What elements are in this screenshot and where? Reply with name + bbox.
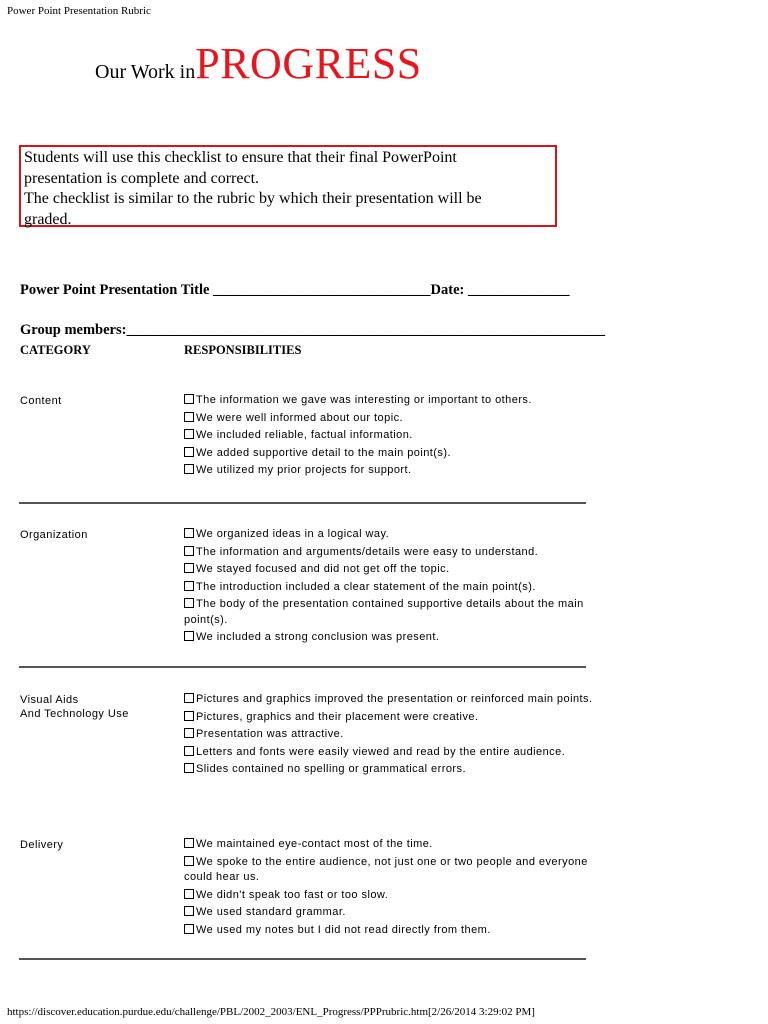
checklist-item xyxy=(184,393,594,409)
section-divider xyxy=(19,502,586,504)
checklist-item-text: We stayed focused and did not get off the topic. xyxy=(196,563,450,575)
checklist-item-text: We added supportive detail to the main point(s). xyxy=(196,446,451,459)
checkbox[interactable] xyxy=(184,447,194,457)
checklist-item-text: The information and arguments/details were easy to understand. xyxy=(196,545,539,558)
checklist-item xyxy=(184,630,594,646)
checklist-item-text: We didn't speak too fast or too slow. xyxy=(196,888,389,901)
content-checklist xyxy=(184,393,594,481)
checklist-item-text: We included a strong conclusion was present. xyxy=(196,631,440,643)
checkbox[interactable] xyxy=(184,394,194,404)
checklist-item xyxy=(184,923,594,939)
title-label: Power Point Presentation Title xyxy=(20,282,210,298)
checklist-item-text: The information we gave was interesting or important to others. xyxy=(196,394,532,406)
group-members-line xyxy=(20,322,605,339)
checkbox[interactable] xyxy=(184,464,194,474)
checkbox[interactable] xyxy=(184,412,194,422)
checklist-item-text: Letters and fonts were easily viewed and read by the entire audience. xyxy=(196,745,566,758)
checkbox[interactable] xyxy=(184,711,194,721)
checklist-item xyxy=(184,428,594,444)
checklist-item xyxy=(184,837,594,853)
category-column-header: CATEGORY xyxy=(20,343,91,357)
checkbox[interactable] xyxy=(184,924,194,934)
checklist-item xyxy=(184,463,594,479)
checklist-item xyxy=(184,446,594,462)
date-label: Date: xyxy=(430,282,465,298)
checklist-item xyxy=(184,562,594,578)
section-divider xyxy=(19,666,586,668)
checklist-item xyxy=(184,745,594,761)
checklist-item xyxy=(184,855,594,886)
category-content: Content xyxy=(20,395,62,407)
instructions-line: presentation is complete and correct. xyxy=(24,169,260,187)
checklist-item-text: The introduction included a clear statement of the main point(s). xyxy=(196,580,536,593)
category-delivery: Delivery xyxy=(20,839,64,851)
group-members-field[interactable]: __________________________________________________________________ xyxy=(126,322,605,338)
checkbox[interactable] xyxy=(184,528,194,538)
checkbox[interactable] xyxy=(184,856,194,866)
checkbox[interactable] xyxy=(184,429,194,439)
checkbox[interactable] xyxy=(184,631,194,641)
checklist-item-text: We organized ideas in a logical way. xyxy=(196,528,390,540)
checkbox[interactable] xyxy=(184,693,194,703)
date-field[interactable]: ______________ xyxy=(468,282,570,298)
checkbox[interactable] xyxy=(184,906,194,916)
delivery-checklist xyxy=(184,837,594,940)
checklist-item xyxy=(184,545,594,561)
checklist-item-text: Presentation was attractive. xyxy=(196,728,344,740)
checklist-item xyxy=(184,527,594,543)
checklist-item-text: We spoke to the entire audience, not just one or two people and everyone could hear us. xyxy=(184,855,588,883)
checkbox[interactable] xyxy=(184,838,194,848)
checkbox[interactable] xyxy=(184,581,194,591)
category-visual-aids: Visual Aids And Technology Use xyxy=(20,694,129,720)
checkbox[interactable] xyxy=(184,746,194,756)
checklist-item xyxy=(184,905,594,921)
checklist-item-text: Pictures and graphics improved the presentation or reinforced main points. xyxy=(196,693,593,705)
page-header: Power Point Presentation Rubric xyxy=(7,5,151,17)
instructions-box xyxy=(19,145,557,227)
checklist-item xyxy=(184,762,594,778)
group-members-label: Group members: xyxy=(20,322,127,338)
section-divider xyxy=(19,958,586,960)
checklist-item xyxy=(184,692,594,708)
checkbox[interactable] xyxy=(184,728,194,738)
heading-prefix: Our Work in xyxy=(95,61,196,83)
visual-aids-checklist xyxy=(184,692,594,780)
checklist-item xyxy=(184,710,594,726)
checklist-item-text: The body of the presentation contained supportive details about the main point(s). xyxy=(184,598,584,626)
checklist-item xyxy=(184,727,594,743)
organization-checklist xyxy=(184,527,594,648)
checklist-item xyxy=(184,597,594,628)
page-heading xyxy=(95,38,422,89)
page-footer-url: https://discover.education.purdue.edu/challenge/PBL/2002_2003/ENL_Progress/PPPrubric.htm[2/26/2014 3:29:02 PM] xyxy=(7,1006,535,1018)
checklist-item-text: We maintained eye-contact most of the time. xyxy=(196,838,433,850)
checklist-item-text: Slides contained no spelling or grammatical errors. xyxy=(196,763,466,775)
checkbox[interactable] xyxy=(184,546,194,556)
instructions-line: Students will use this checklist to ensure that their final PowerPoint xyxy=(24,149,457,166)
checklist-item-text: Pictures, graphics and their placement were creative. xyxy=(196,710,479,723)
checkbox[interactable] xyxy=(184,563,194,573)
instructions-line: graded. xyxy=(24,210,72,228)
checkbox[interactable] xyxy=(184,763,194,773)
checkbox[interactable] xyxy=(184,598,194,608)
checklist-item-text: We used my notes but I did not read directly from them. xyxy=(196,923,491,936)
instructions-line: The checklist is similar to the rubric by which their presentation will be xyxy=(24,190,482,207)
heading-emphasis: PROGRESS xyxy=(195,39,422,88)
checkbox[interactable] xyxy=(184,889,194,899)
title-field[interactable]: ______________________________ xyxy=(213,282,431,298)
checklist-item xyxy=(184,580,594,596)
checklist-item-text: We used standard grammar. xyxy=(196,906,346,918)
checklist-item-text: We included reliable, factual information. xyxy=(196,429,413,441)
category-organization: Organization xyxy=(20,529,88,541)
checklist-item xyxy=(184,411,594,427)
title-date-line xyxy=(20,282,570,299)
checklist-item-text: We utilized my prior projects for support. xyxy=(196,464,412,476)
checklist-item-text: We were well informed about our topic. xyxy=(196,411,404,424)
responsibilities-column-header: RESPONSIBILITIES xyxy=(184,343,302,357)
checklist-item xyxy=(184,888,594,904)
